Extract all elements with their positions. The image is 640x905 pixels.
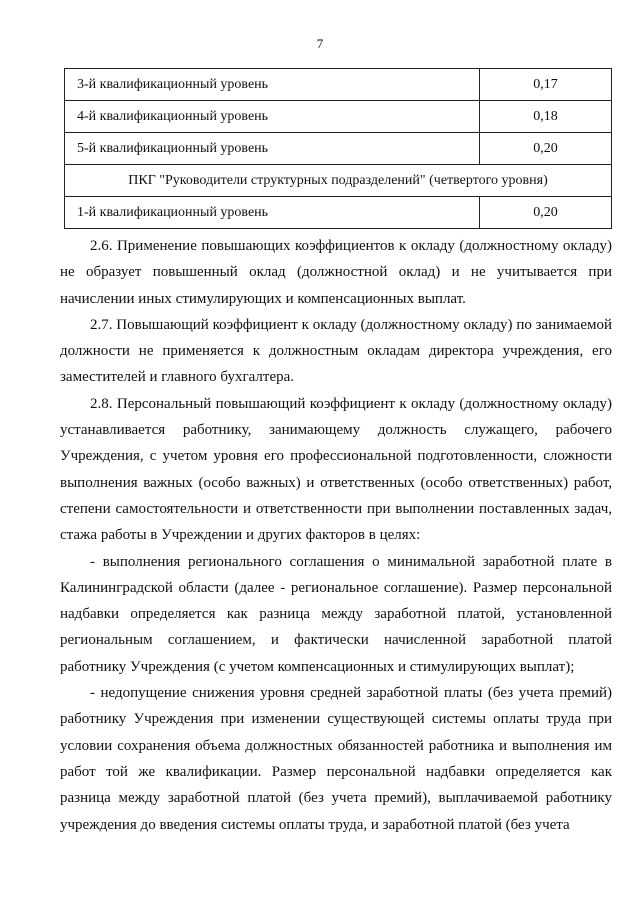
paragraph-2-8: 2.8. Персональный повышающий коэффициент к окладу (должностному окладу) устанавливается работнику, занимающему должность служащего, рабочего Учреждения, с учетом уровня его профессиональной подготовленности, сложности выполнения важных (особо важных) и ответственных (особо ответственных) работ, степени самостоятельности и ответственности при выполнении поставленных задач, стажа работы в Учреждении и других факторов в целях: (60, 395, 612, 544)
qualification-level-cell: 3-й квалификационный уровень (65, 69, 480, 101)
page-number: 7 (316, 36, 324, 51)
paragraph-2-6: 2.6. Применение повышающих коэффициентов к окладу (должностному окладу) не образует повышенный оклад (должностной оклад) и не учитывается при начислении иных стимулирующих и компенсационных выплат. (60, 238, 612, 307)
table-row (65, 197, 612, 229)
paragraph-salary-preservation: - недопущение снижения уровня средней заработной платы (без учета премий) работнику Учреждения при изменении существующей системы оплаты труда при условии сохранения объема должностных обязанностей работника и выполнения им работ той же квалификации. Размер персональной надбавки определяется как разница между заработной платой (без учета премий), выплачиваемой работнику учреждения до введения системы оплаты труда, и заработной платой (без учета (60, 685, 612, 833)
coefficient-value-cell: 0,20 (480, 197, 612, 229)
table-group-row (65, 165, 612, 197)
coefficient-value-cell: 0,20 (480, 133, 612, 165)
qualification-level-cell: 4-й квалификационный уровень (65, 101, 480, 133)
coefficient-value-cell: 0,18 (480, 101, 612, 133)
group-header-cell: ПКГ "Руководители структурных подразделений" (четвертого уровня) (65, 165, 612, 197)
qualification-level-cell: 1-й квалификационный уровень (65, 197, 480, 229)
table-row (65, 133, 612, 165)
qualification-level-cell: 5-й квалификационный уровень (65, 133, 480, 165)
paragraph-regional-agreement: - выполнения регионального соглашения о минимальной заработной плате в Калининградской области (далее - региональное соглашение). Размер персональной надбавки определяется как разница между заработной платой, установленной региональным соглашением, и фактически начисленной заработной платой работнику Учреждения (с учетом компенсационных и стимулирующих выплат); (60, 553, 612, 675)
table-row (65, 101, 612, 133)
coefficient-value-cell: 0,17 (480, 69, 612, 101)
paragraph-2-7: 2.7. Повышающий коэффициент к окладу (должностному окладу) по занимаемой должности не применяется к должностным окладам директора учреждения, его заместителей и главного бухгалтера. (60, 316, 612, 386)
table-row (65, 69, 612, 101)
document-body (60, 233, 612, 838)
coefficient-table (64, 68, 612, 229)
